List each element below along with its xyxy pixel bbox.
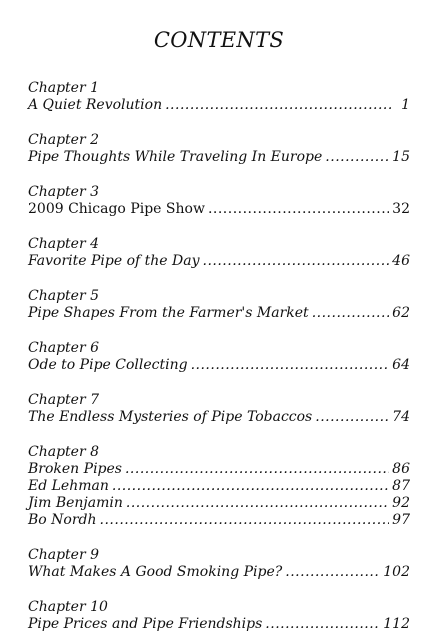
chapter-label: Chapter 5 <box>28 288 99 304</box>
toc-entry <box>28 201 410 218</box>
dot-leader <box>165 97 393 114</box>
dot-leader <box>112 478 389 495</box>
dot-leader <box>312 305 389 322</box>
toc-entry <box>28 149 410 166</box>
toc-chapter <box>28 132 410 166</box>
entry-title: A Quiet Revolution <box>28 97 163 113</box>
chapter-label: Chapter 8 <box>28 444 99 460</box>
chapter-label: Chapter 3 <box>28 184 99 200</box>
entry-title: Favorite Pipe of the Day <box>28 253 200 269</box>
page-number: 92 <box>392 495 410 511</box>
dot-leader <box>285 564 380 581</box>
toc-entry <box>28 616 410 633</box>
toc-entry <box>28 305 410 322</box>
toc-chapter <box>28 80 410 114</box>
entry-title: Jim Benjamin <box>28 495 123 511</box>
page-number: 87 <box>392 478 410 494</box>
page-number: 46 <box>392 253 410 269</box>
chapter-label: Chapter 1 <box>28 80 99 96</box>
dot-leader <box>125 461 389 478</box>
toc-chapter <box>28 444 410 529</box>
toc-chapter <box>28 184 410 218</box>
chapter-label: Chapter 10 <box>28 599 108 615</box>
entry-title: Pipe Prices and Pipe Friendships <box>28 616 263 632</box>
toc-chapter <box>28 340 410 374</box>
toc-entry <box>28 357 410 374</box>
toc-entry <box>28 478 410 495</box>
dot-leader <box>265 616 380 633</box>
page-number: 112 <box>383 616 410 632</box>
toc-entry <box>28 409 410 426</box>
entry-title: Ed Lehman <box>28 478 109 494</box>
dot-leader <box>325 149 389 166</box>
entry-title: Ode to Pipe Collecting <box>28 357 188 373</box>
page-number: 62 <box>392 305 410 321</box>
chapter-label: Chapter 6 <box>28 340 99 356</box>
chapter-label: Chapter 4 <box>28 236 99 252</box>
page-number: 102 <box>383 564 410 580</box>
entry-title: What Makes A Good Smoking Pipe? <box>28 564 283 580</box>
toc-entry <box>28 253 410 270</box>
toc-entry <box>28 461 410 478</box>
toc-entry <box>28 495 410 512</box>
toc-entry <box>28 97 410 114</box>
toc-chapter <box>28 547 410 581</box>
entry-title: Pipe Thoughts While Traveling In Europe <box>28 149 323 165</box>
page-number: 86 <box>392 461 410 477</box>
toc-chapter <box>28 392 410 426</box>
page-number: 64 <box>392 357 410 373</box>
toc-list <box>28 80 410 633</box>
page-title: CONTENTS <box>153 28 285 52</box>
toc-chapter <box>28 288 410 322</box>
page-number: 32 <box>392 201 410 217</box>
toc-chapter <box>28 236 410 270</box>
toc-entry <box>28 564 410 581</box>
page-number: 15 <box>392 149 410 165</box>
entry-title: Pipe Shapes From the Farmer's Market <box>28 305 309 321</box>
page-number: 74 <box>392 409 410 425</box>
page-number: 1 <box>401 97 410 113</box>
entry-title: Bo Nordh <box>28 512 97 528</box>
chapter-label: Chapter 7 <box>28 392 99 408</box>
entry-title: Broken Pipes <box>28 461 122 477</box>
dot-leader <box>126 495 389 512</box>
chapter-label: Chapter 9 <box>28 547 99 563</box>
dot-leader <box>208 201 389 218</box>
entry-title: 2009 Chicago Pipe Show <box>28 201 205 217</box>
dot-leader <box>100 512 390 529</box>
page-number: 97 <box>392 512 410 528</box>
dot-leader <box>191 357 390 374</box>
toc-entry <box>28 512 410 529</box>
toc-chapter <box>28 599 410 633</box>
dot-leader <box>203 253 390 270</box>
dot-leader <box>315 409 389 426</box>
chapter-label: Chapter 2 <box>28 132 99 148</box>
entry-title: The Endless Mysteries of Pipe Tobaccos <box>28 409 313 425</box>
